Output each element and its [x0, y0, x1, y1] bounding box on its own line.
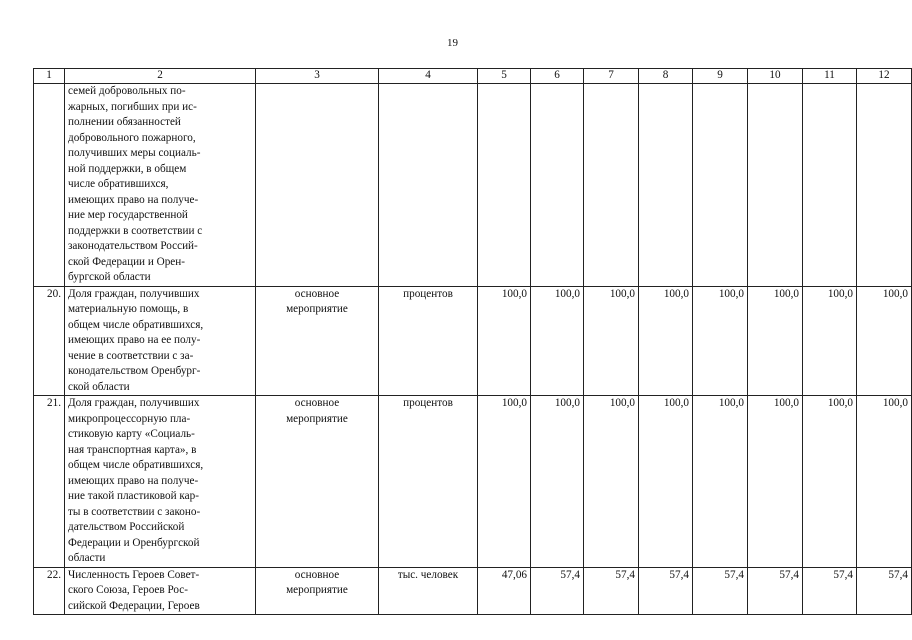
column-header: 1 — [34, 69, 65, 84]
measure-type-cell: основное мероприятие — [256, 567, 379, 615]
page-number: 19 — [447, 37, 458, 49]
value-cell: 100,0 — [478, 286, 531, 396]
column-header: 8 — [639, 69, 693, 84]
table-cell — [803, 84, 857, 287]
table-cell — [478, 84, 531, 287]
value-cell: 100,0 — [639, 286, 693, 396]
value-cell: 100,0 — [639, 396, 693, 568]
value-cell: 57,4 — [803, 567, 857, 615]
table-cell — [531, 84, 584, 287]
column-header: 5 — [478, 69, 531, 84]
column-header: 6 — [531, 69, 584, 84]
value-cell: 100,0 — [584, 396, 639, 568]
unit-cell: тыс. человек — [379, 567, 478, 615]
value-cell: 100,0 — [803, 286, 857, 396]
column-header: 7 — [584, 69, 639, 84]
value-cell: 100,0 — [857, 396, 912, 568]
value-cell: 100,0 — [584, 286, 639, 396]
table-row — [34, 286, 912, 396]
column-header: 9 — [693, 69, 748, 84]
value-cell: 47,06 — [478, 567, 531, 615]
measure-type-cell: основное мероприятие — [256, 286, 379, 396]
value-cell: 100,0 — [748, 396, 803, 568]
unit-cell: процентов — [379, 286, 478, 396]
indicators-table — [33, 68, 912, 615]
value-cell: 100,0 — [693, 396, 748, 568]
value-cell: 100,0 — [857, 286, 912, 396]
row-number-cell: 22. — [34, 567, 65, 615]
value-cell: 57,4 — [748, 567, 803, 615]
table-cell — [693, 84, 748, 287]
table-cell — [584, 84, 639, 287]
measure-type-cell: основное мероприятие — [256, 396, 379, 568]
indicator-name-cell: Численность Героев Совет- ского Союза, Героев Рос- сийской Федерации, Героев — [65, 567, 256, 615]
value-cell: 100,0 — [531, 286, 584, 396]
table-cell — [639, 84, 693, 287]
table-cell — [748, 84, 803, 287]
value-cell: 57,4 — [693, 567, 748, 615]
value-cell: 100,0 — [531, 396, 584, 568]
row-number-cell — [34, 84, 65, 287]
value-cell: 100,0 — [478, 396, 531, 568]
column-header: 11 — [803, 69, 857, 84]
row-number-cell: 20. — [34, 286, 65, 396]
indicator-name-cell: Доля граждан, получивших микропроцессорную пла- стиковую карту «Социаль- ная транспортная карта», в общем числе обратившихся, имеющих право на получе- ние такой пластиковой кар- ты в соответствии с законо- дательством Российской Федерации и Оренбургской области — [65, 396, 256, 568]
value-cell: 57,4 — [857, 567, 912, 615]
indicator-name-cell: Доля граждан, получивших материальную помощь, в общем числе обратившихся, имеющих право на ее полу- чение в соответствии с за- конодательством Оренбург- ской области — [65, 286, 256, 396]
table-cell — [256, 84, 379, 287]
table-row — [34, 396, 912, 568]
column-header: 10 — [748, 69, 803, 84]
row-number-cell: 21. — [34, 396, 65, 568]
value-cell: 100,0 — [748, 286, 803, 396]
table-row — [34, 567, 912, 615]
table-cell — [379, 84, 478, 287]
table-cell — [857, 84, 912, 287]
value-cell: 57,4 — [639, 567, 693, 615]
value-cell: 100,0 — [693, 286, 748, 396]
column-header: 4 — [379, 69, 478, 84]
value-cell: 100,0 — [803, 396, 857, 568]
column-number-row — [34, 69, 912, 84]
unit-cell: процентов — [379, 396, 478, 568]
indicator-name-cell: семей добровольных по- жарных, погибших при ис- полнении обязанностей добровольного пожарного, получивших меры социаль- ной поддержки, в общем числе обратившихся, имеющих право на получе- ние мер государственной поддержки в соответствии с законодательством Россий- ской Федерации и Орен- бургской области — [65, 84, 256, 287]
column-header: 3 — [256, 69, 379, 84]
value-cell: 57,4 — [531, 567, 584, 615]
column-header: 2 — [65, 69, 256, 84]
value-cell: 57,4 — [584, 567, 639, 615]
table-row — [34, 84, 912, 287]
column-header: 12 — [857, 69, 912, 84]
